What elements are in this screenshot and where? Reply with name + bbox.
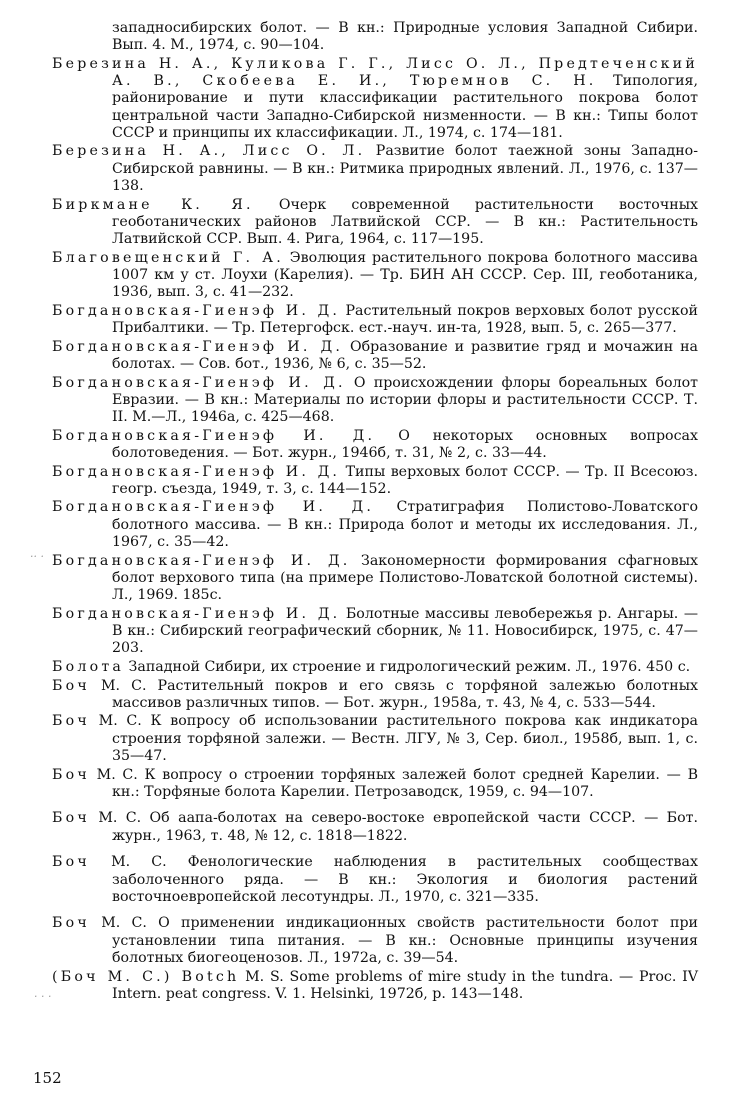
- bibliography-entry: [52, 767, 698, 801]
- entry-author: Боч: [52, 810, 90, 827]
- entry-text: Закономерности формирования сфагновых болот верхового типа (на примере Полистово-Ловатской болотной системы). Л., 1969. 185с.: [112, 552, 699, 603]
- bibliography-entry: [52, 659, 698, 676]
- bibliography-entry: [52, 303, 698, 337]
- entry-author: Богдановская-Гиенэф И. Д.: [52, 302, 341, 319]
- bibliography-entry: [52, 464, 698, 498]
- bibliography-entry: [52, 20, 698, 54]
- entry-author: Биркмане К. Я.: [52, 196, 254, 213]
- entry-author: Богдановская-Гиенэф И. Д.: [52, 605, 341, 622]
- bibliography-entry: [52, 915, 698, 967]
- margin-pencil-mark: ·· ·: [30, 550, 44, 563]
- bibliography-entry: [52, 606, 698, 658]
- entry-author: Боч: [52, 915, 90, 932]
- entry-author: Боч: [52, 677, 90, 694]
- bibliography-entry: [52, 339, 698, 373]
- entry-text: Образование и развитие гряд и мочажин на болотах. — Сов. бот., 1936, № 6, с. 35—52.: [112, 338, 698, 372]
- entry-text: Типы верховых болот СССР. — Тр. II Всесоюз. геогр. съезда, 1949, т. 3, с. 144—152.: [112, 463, 699, 497]
- entry-text: Растительный покров верховых болот русской Прибалтики. — Тр. Петергофск. ест.-науч. ин-та, 1928, вып. 5, с. 265—377.: [112, 302, 698, 336]
- entry-text: М. С. К вопросу о строении торфяных залежей болот средней Карелии. — В кн.: Торфяные болота Карелии. Петрозаводск, 1959, с. 94—107.: [89, 766, 698, 800]
- entry-author: Богдановская-Гиенэф И. Д.: [52, 338, 344, 355]
- entry-author: (Боч М. С.) Botch: [52, 968, 240, 985]
- bibliography-entry: [52, 553, 698, 605]
- bibliography-entry: [52, 143, 698, 195]
- entry-text: М. С. Растительный покров и его связь с торфяной залежью болотных массивов различных типов. — Бот. журн., 1958а, т. 43, № 4, с. 533—544.: [89, 677, 698, 711]
- entry-text: Болотные массивы левобережья р. Ангары. — В кн.: Сибирский географический сборник, № 11. Новосибирск, 1975, с. 47—203.: [112, 605, 699, 657]
- entry-author: Богдановская-Гиенэф И. Д.: [52, 427, 376, 444]
- bibliography-entry: [52, 250, 698, 302]
- entry-text: М. С. Фенологические наблюдения в растительных сообществах заболоченного ряда. — В кн.: Экология и биология растений восточноевропейской лесотундры. Л., 1970, с. 321—335.: [89, 854, 698, 905]
- entry-author: Боч: [52, 766, 90, 783]
- entry-text: Типология, районирование и пути классификации растительного покрова болот центральной части Западно-Сибирской низменности. — В кн.: Типы болот СССР и принципы их классификации. Л., 1974, с. 174—181.: [112, 73, 698, 141]
- entry-text: О происхождении флоры бореальных болот Евразии. — В кн.: Материалы по истории флоры и растительности СССР. Т. II. М.—Л., 1946а, с. 425—468.: [112, 374, 698, 425]
- entry-text: Развитие болот таежной зоны Западно-Сибирской равнины. — В кн.: Ритмика природных явлений. Л., 1976, с. 137—138.: [112, 143, 698, 194]
- entry-author: Боч: [52, 854, 90, 871]
- bibliography-entry: [52, 854, 698, 906]
- entry-text: О некоторых основных вопросах болотоведения. — Бот. журн., 1946б, т. 31, № 2, с. 33—44.: [112, 427, 698, 461]
- entry-text: Западной Сибири, их строение и гидрологический режим. Л., 1976. 450 с.: [124, 658, 691, 675]
- bibliography-entry: [52, 810, 698, 844]
- entry-author: Боч: [52, 713, 90, 730]
- entry-author: Березина Н. А., Куликова Г. Г., Лисс О. Л., Предтеченский А. В., Скобеева Е. И., Тюремнов С. Н.: [52, 55, 698, 90]
- entry-text: М. С. Об аапа-болотах на северо-востоке европейской части СССР. — Бот. журн., 1963, т. 48, № 12, с. 1818—1822.: [89, 810, 698, 844]
- bibliography-entry: [52, 713, 698, 765]
- bibliography-entry: [52, 375, 698, 427]
- entry-author: Богдановская-Гиенэф И. Д.: [52, 499, 375, 516]
- entry-author: Благовещенский Г. А.: [52, 249, 284, 266]
- bibliography-entry: [52, 499, 698, 551]
- entry-author: Богдановская-Гиенэф И. Д.: [52, 463, 341, 480]
- entry-text: западносибирских болот. — В кн.: Природные условия Западной Сибири. Вып. 4. М., 1974, с. 90—104.: [112, 20, 698, 54]
- bibliography-entry: [52, 969, 698, 1003]
- entry-text: Очерк современной растительности восточных геоботанических районов Латвийской ССР. — В кн.: Растительность Латвийской ССР. Вып. 4. Рига, 1964, с. 117—195.: [112, 196, 698, 247]
- bibliography-list: [52, 20, 698, 1004]
- entry-text: Эволюция растительного покрова болотного массива 1007 км у ст. Лоухи (Карелия). — Тр. БИН АН СССР. Сер. III, геоботаника, 1936, вып. 3, с. 41—232.: [112, 249, 698, 301]
- entry-author: Богдановская-Гиенэф И. Д.: [52, 374, 346, 391]
- bibliography-entry: [52, 428, 698, 462]
- margin-pencil-mark: · · ·: [34, 990, 52, 1003]
- entry-author: Богдановская-Гиенэф И. Д.: [52, 552, 351, 569]
- entry-text: М. С. К вопросу об использовании растительного покрова как индикатора строения торфяной залежи. — Вестн. ЛГУ, № 3, Сер. биол., 1958б, вып. 1, с. 35—47.: [89, 713, 698, 764]
- bibliography-entry: [52, 56, 698, 142]
- entry-text: Стратиграфия Полистово-Ловатского болотного массива. — В кн.: Природа болот и методы их исследования. Л., 1967, с. 35—42.: [112, 499, 698, 550]
- entry-author: Березина Н. А., Лисс О. Л.: [52, 143, 366, 160]
- bibliography-entry: [52, 197, 698, 249]
- entry-author: Болота: [52, 658, 125, 675]
- entry-text: M. S. Some problems of mire study in the tundra. — Proc. IV Intern. peat congress. V. 1. Helsinki, 1972б, p. 143—148.: [112, 968, 698, 1002]
- entry-text: М. С. О применении индикационных свойств растительности болот при установлении типа питания. — В кн.: Основные принципы изучения болотных биогеоценозов. Л., 1972а, с. 39—54.: [89, 915, 698, 966]
- bibliography-entry: [52, 678, 698, 712]
- page-number: 152: [33, 1069, 62, 1087]
